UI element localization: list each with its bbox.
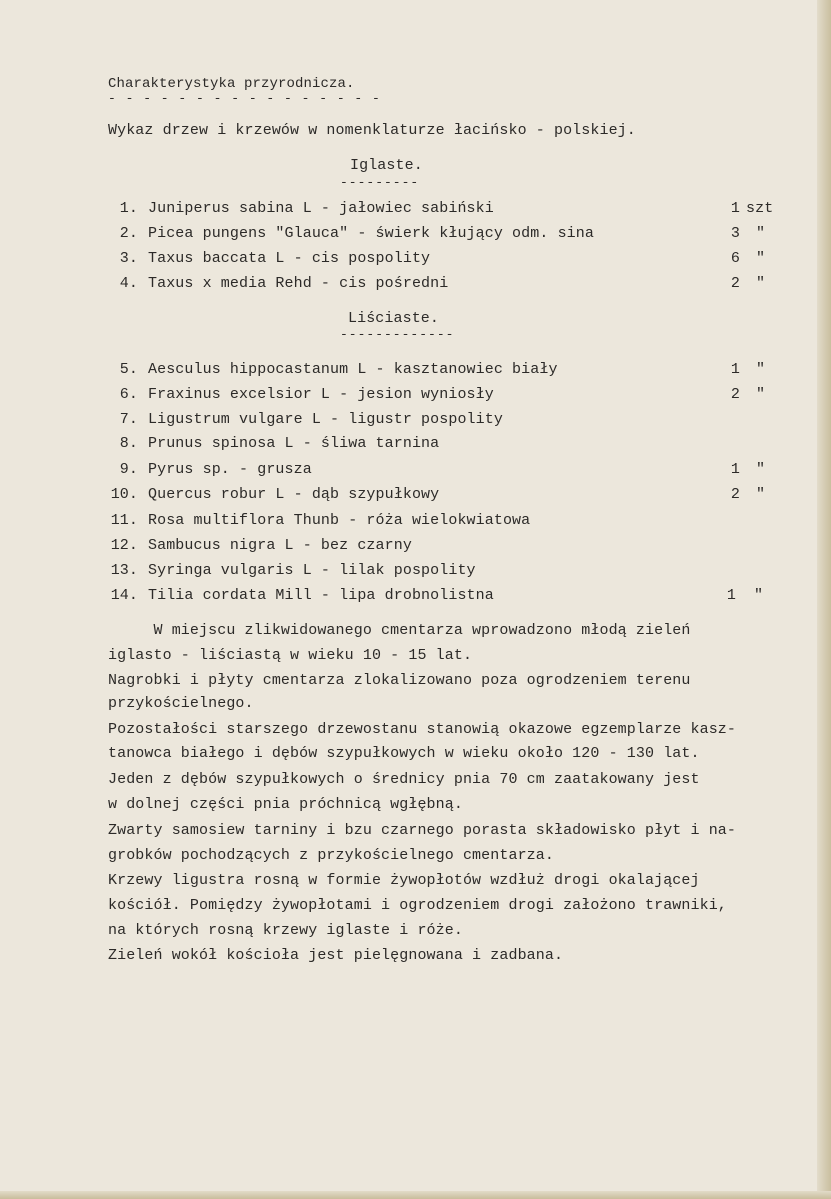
- page-bottom-edge: [0, 1191, 831, 1199]
- item-name: Tilia cordata Mill - lipa drobnolistna: [148, 587, 494, 604]
- item-number: 13.: [110, 562, 138, 579]
- item-unit: ": [756, 486, 766, 503]
- paragraph-line: Zieleń wokół kościoła jest pielęgnowana i zadbana.: [108, 947, 564, 964]
- item-name: Syringa vulgaris L - lilak pospolity: [148, 562, 476, 579]
- item-unit: ": [756, 386, 766, 403]
- item-unit: ": [756, 250, 766, 267]
- item-number: 11.: [110, 512, 138, 529]
- item-name: Rosa multiflora Thunb - róża wielokwiatowa: [148, 512, 531, 529]
- paragraph-line: Pozostałości starszego drzewostanu stanowią okazowe egzemplarze kasz-: [108, 721, 737, 738]
- item-name: Aesculus hippocastanum L - kasztanowiec biały: [148, 361, 558, 378]
- item-unit: ": [756, 225, 766, 242]
- item-name: Pyrus sp. - grusza: [148, 461, 312, 478]
- item-quantity: 2: [730, 275, 740, 292]
- heading-underline: - - - - - - - - - - - - - - - -: [108, 91, 381, 106]
- section-title-iglaste: Iglaste.: [350, 157, 423, 174]
- item-quantity: 1: [726, 587, 736, 604]
- page-edge-shadow: [817, 0, 831, 1199]
- item-quantity: 1: [730, 361, 740, 378]
- item-quantity: 2: [730, 386, 740, 403]
- item-number: 2.: [119, 225, 138, 242]
- item-number: 9.: [119, 461, 138, 478]
- item-name: Picea pungens "Glauca" - świerk kłujący odm. sina: [148, 225, 594, 242]
- section-underline-iglaste: ---------: [340, 175, 420, 190]
- item-unit: ": [754, 587, 764, 604]
- paragraph-line: grobków pochodzących z przykościelnego cmentarza.: [108, 847, 554, 864]
- section-title-lisciaste: Liściaste.: [348, 310, 440, 327]
- item-number: 6.: [119, 386, 138, 403]
- paragraph-line: Nagrobki i płyty cmentarza zlokalizowano poza ogrodzeniem terenu: [108, 672, 691, 689]
- paragraph-line: na których rosną krzewy iglaste i róże.: [108, 922, 463, 939]
- item-number: 4.: [119, 275, 138, 292]
- paragraph-line: W miejscu zlikwidowanego cmentarza wprowadzono młodą zieleń: [108, 622, 691, 639]
- paragraph-line: przykościelnego.: [108, 695, 254, 712]
- item-number: 3.: [119, 250, 138, 267]
- section-underline-lisciaste: -------------: [340, 327, 455, 342]
- paragraph-line: kościół. Pomiędzy żywopłotami i ogrodzeniem drogi założono trawniki,: [108, 897, 727, 914]
- item-name: Quercus robur L - dąb szypułkowy: [148, 486, 440, 503]
- item-quantity: 2: [730, 486, 740, 503]
- item-name: Juniperus sabina L - jałowiec sabiński: [148, 200, 494, 217]
- paragraph-line: w dolnej części pnia próchnicą wgłębną.: [108, 796, 463, 813]
- item-name: Fraxinus excelsior L - jesion wyniosły: [148, 386, 494, 403]
- item-number: 5.: [119, 361, 138, 378]
- item-unit: szt: [746, 200, 774, 217]
- item-quantity: 3: [730, 225, 740, 242]
- item-number: 1.: [119, 200, 138, 217]
- item-quantity: 1: [730, 200, 740, 217]
- paragraph-line: iglasto - liściastą w wieku 10 - 15 lat.: [108, 647, 473, 664]
- paragraph-line: Zwarty samosiew tarniny i bzu czarnego porasta składowisko płyt i na-: [108, 822, 737, 839]
- item-name: Ligustrum vulgare L - ligustr pospolity: [148, 411, 503, 428]
- item-name: Taxus baccata L - cis pospolity: [148, 250, 431, 267]
- item-number: 12.: [110, 537, 138, 554]
- intro-line: Wykaz drzew i krzewów w nomenklaturze łacińsko - polskiej.: [108, 122, 636, 139]
- item-number: 8.: [119, 435, 138, 452]
- item-name: Prunus spinosa L - śliwa tarnina: [148, 435, 440, 452]
- paragraph-line: tanowca białego i dębów szypułkowych w wieku około 120 - 130 lat.: [108, 745, 700, 762]
- item-number: 14.: [110, 587, 138, 604]
- item-unit: ": [756, 361, 766, 378]
- paragraph-line: Jeden z dębów szypułkowych o średnicy pnia 70 cm zaatakowany jest: [108, 771, 700, 788]
- item-quantity: 1: [730, 461, 740, 478]
- item-name: Sambucus nigra L - bez czarny: [148, 537, 412, 554]
- item-name: Taxus x media Rehd - cis pośredni: [148, 275, 449, 292]
- item-unit: ": [756, 461, 766, 478]
- item-number: 10.: [110, 486, 138, 503]
- item-quantity: 6: [730, 250, 740, 267]
- paragraph-line: Krzewy ligustra rosną w formie żywopłotów wzdłuż drogi okalającej: [108, 872, 700, 889]
- document-heading: Charakterystyka przyrodnicza.: [108, 76, 355, 92]
- item-number: 7.: [119, 411, 138, 428]
- item-unit: ": [756, 275, 766, 292]
